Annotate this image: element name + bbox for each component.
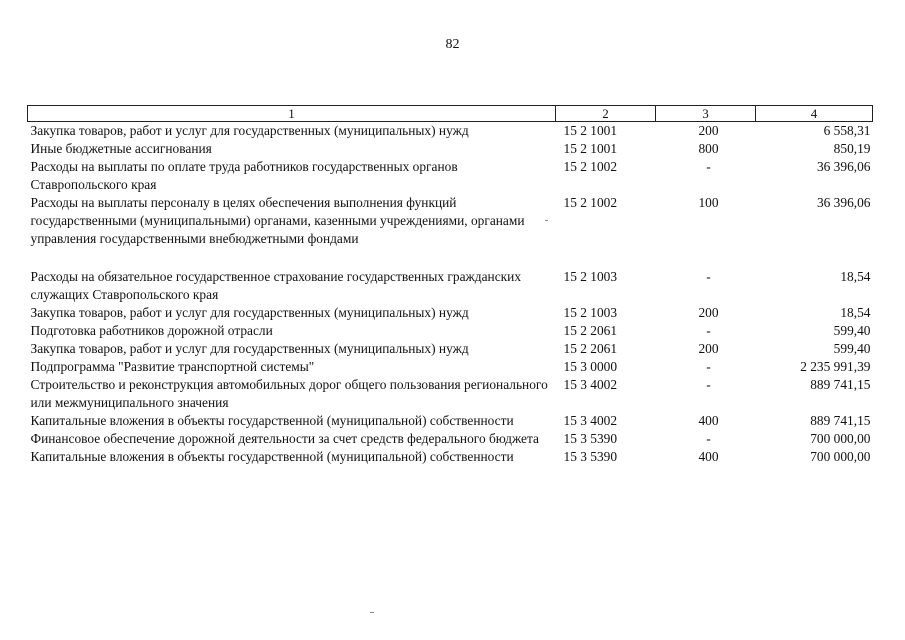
row-description: Подпрограмма "Развитие транспортной системы" — [30, 359, 315, 374]
table-row — [28, 376, 873, 412]
row-description: Подготовка работников дорожной отрасли — [30, 323, 273, 338]
row-code: 15 2 1002 — [563, 195, 618, 210]
row-code: 15 3 0000 — [563, 359, 618, 374]
row-expense-type: - — [706, 359, 711, 374]
row-code: 15 2 2061 — [563, 323, 618, 338]
row-expense-type: - — [706, 431, 711, 446]
table-row — [28, 268, 873, 304]
row-code: 15 2 2061 — [563, 341, 618, 356]
scan-mark — [545, 220, 548, 221]
table-row — [28, 194, 873, 248]
spacer-cell — [28, 248, 873, 268]
row-expense-type: - — [706, 377, 711, 392]
header-col-1: 1 — [28, 106, 556, 122]
row-description: Строительство и реконструкция автомобильных дорог общего пользования регионального или межмуниципального значения — [30, 377, 548, 410]
table-row — [28, 412, 873, 430]
row-code: 15 3 4002 — [563, 377, 618, 392]
row-description: Иные бюджетные ассигнования — [30, 141, 212, 156]
row-expense-type: 100 — [698, 195, 719, 210]
row-code: 15 3 5390 — [563, 449, 618, 464]
row-amount: 700 000,00 — [810, 431, 871, 446]
row-expense-type: 200 — [698, 341, 719, 356]
row-description: Закупка товаров, работ и услуг для государственных (муниципальных) нужд — [30, 305, 469, 320]
table-row — [28, 304, 873, 322]
header-col-3: 3 — [656, 106, 756, 122]
row-description: Капитальные вложения в объекты государственной (муниципальной) собственности — [30, 413, 514, 428]
row-amount: 889 741,15 — [810, 377, 871, 392]
row-code: 15 2 1003 — [563, 305, 618, 320]
row-amount: 889 741,15 — [810, 413, 871, 428]
row-amount: 2 235 991,39 — [800, 359, 871, 374]
row-expense-type: - — [706, 323, 711, 338]
scan-mark — [370, 612, 374, 613]
row-expense-type: 800 — [698, 141, 719, 156]
row-amount: 36 396,06 — [816, 195, 871, 210]
budget-table — [27, 105, 873, 466]
table-row — [28, 430, 873, 448]
row-expense-type: 400 — [698, 413, 719, 428]
row-code: 15 2 1001 — [563, 141, 618, 156]
row-expense-type: 200 — [698, 123, 719, 138]
table-row — [28, 340, 873, 358]
row-amount: 36 396,06 — [816, 159, 871, 174]
table-header-row — [28, 106, 873, 122]
row-description: Капитальные вложения в объекты государственной (муниципальной) собственности — [30, 449, 514, 464]
row-amount: 599,40 — [833, 323, 871, 338]
row-description: Расходы на выплаты по оплате труда работников государственных органов Ставропольского края — [30, 159, 458, 192]
row-code: 15 3 4002 — [563, 413, 618, 428]
header-col-2: 2 — [556, 106, 656, 122]
row-expense-type: - — [706, 159, 711, 174]
row-description: Закупка товаров, работ и услуг для государственных (муниципальных) нужд — [30, 341, 469, 356]
table-row — [28, 358, 873, 376]
page-number: 82 — [445, 37, 460, 52]
row-amount: 599,40 — [833, 341, 871, 356]
row-expense-type: 400 — [698, 449, 719, 464]
row-amount: 18,54 — [840, 269, 871, 284]
row-expense-type: 200 — [698, 305, 719, 320]
row-amount: 6 558,31 — [823, 123, 871, 138]
table-row — [28, 322, 873, 340]
row-expense-type: - — [706, 269, 711, 284]
row-code: 15 3 5390 — [563, 431, 618, 446]
row-amount: 700 000,00 — [810, 449, 871, 464]
row-description: Финансовое обеспечение дорожной деятельности за счет средств федерального бюджета — [30, 431, 539, 446]
row-description: Закупка товаров, работ и услуг для государственных (муниципальных) нужд — [30, 123, 469, 138]
table-row — [28, 158, 873, 194]
row-amount: 18,54 — [840, 305, 871, 320]
header-col-4: 4 — [756, 106, 873, 122]
row-code: 15 2 1002 — [563, 159, 618, 174]
table-row — [28, 140, 873, 158]
spacer-row — [28, 248, 873, 268]
row-description: Расходы на обязательное государственное страхование государственных гражданских служащих Ставропольского края — [30, 269, 522, 302]
table-row — [28, 448, 873, 466]
row-amount: 850,19 — [833, 141, 871, 156]
table-row — [28, 122, 873, 141]
row-code: 15 2 1001 — [563, 123, 618, 138]
row-description: Расходы на выплаты персоналу в целях обеспечения выполнения функций государственными (муниципальными) органами, казенными учреждениями, органами управления государственными внебюджетными фондами — [30, 195, 525, 246]
row-code: 15 2 1003 — [563, 269, 618, 284]
